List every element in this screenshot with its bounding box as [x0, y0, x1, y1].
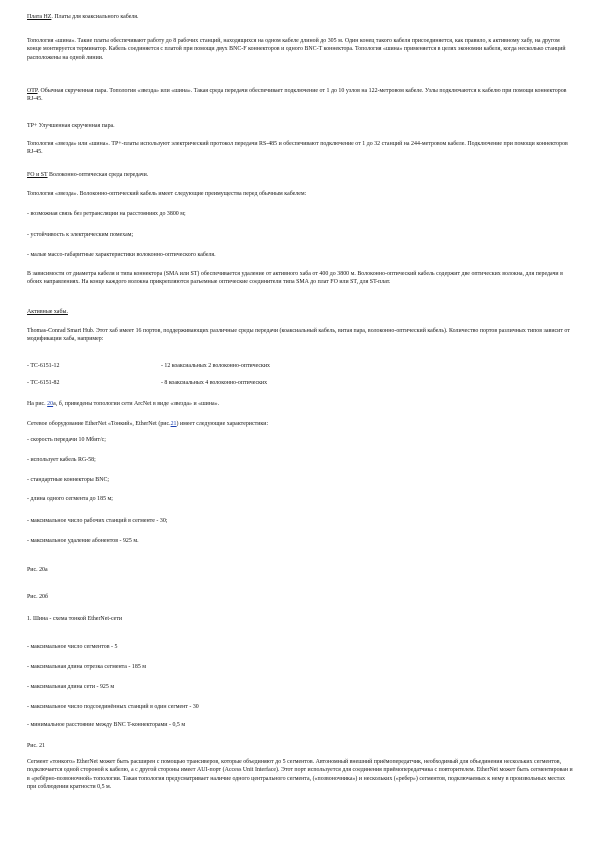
list-item: - стандартные коннекторы BNC;	[27, 477, 110, 483]
paragraph-fiber-distance: В зависимости от диаметра кабеля и типа коннектора (SMA или ST) обеспечивается удаление от активного хаба от 400 до 3800 м. Волоконно-оптический кабель содержит две оптических волокна, для передачи в обоих направлениях. На конце каждого волокна прикрепляются разъемные оптические соединители типа SMA до плат FO или ST, для ST-плат.	[27, 271, 563, 286]
list-item: - максимальное удаление абонентов - 925 м.	[27, 538, 139, 544]
ethernet-text-rest: ) имеет следующие характеристики:	[176, 421, 269, 427]
figure-caption: Рис. 20а	[27, 567, 48, 573]
paragraph-figure-ref	[27, 400, 573, 408]
paragraph-bus-scheme: 1. Шина - схема тонкой EtherNet-сети	[27, 616, 123, 622]
fo-st-text: Волоконно-оптическая среда передачи.	[47, 172, 149, 178]
model-name: - TC-6151-12	[27, 363, 60, 369]
figure-ref-text-rest: а, б, приведены топологии сети ArcNet в виде «звезда» и «шина».	[53, 401, 220, 407]
paragraph-fo-st-heading	[27, 171, 573, 179]
figure-caption: Рис. 20б	[27, 594, 49, 600]
model-name: - TC-6151-82	[27, 380, 60, 386]
otp-term: OTP	[27, 88, 38, 94]
list-item: - максимальное число подсоединённых станций в один сегмент - 30	[27, 704, 199, 710]
paragraph-segment-extension: Сегмент «тонкого» EtherNet может быть расширен с помощью трансиверов, которые объединяют до 5 сегментов. Автономный внешний приёмопередатчик, необходимый для объединения нескольких сегментов, подключается одной стороной к кабелю, а с другой стороны имеет AUI-порт (Access Unit Interface). Этот порт используется для соединения приёмопередатчика с повторителем. EtherNet может быть сегментирован и в «ребёрно-позвоночной» топологии. Такая топология предусматривает наличие одного центрального сегмента, («позвоночника») и нескольких («ребер») сегментов, подключаемых к нему в произвольных местах при соблюдении кратности 0,5 м.	[27, 759, 573, 791]
model-description: - 8 коаксиальных 4 волоконно-оптических	[161, 380, 268, 386]
list-item: - использует кабель RG-58;	[27, 457, 96, 463]
paragraph-hz-heading	[27, 13, 573, 21]
list-item: - устойчивость к электрическим помехам;	[27, 232, 134, 238]
list-item: - максимальная длина сети - 925 м	[27, 684, 115, 690]
list-item: - максимальная длина отрезка сегмента - 185 м	[27, 664, 147, 670]
list-item: - возможная связь без ретрансляции на расстояниях до 3800 м;	[27, 211, 186, 217]
figure-20-link[interactable]: 20	[47, 401, 54, 407]
paragraph-smart-hub: Thomas-Conrad Smart Hub. Этот хаб имеет 16 портов, поддерживающих различные среды передачи (коаксиальный кабель, витая пара, волоконно-оптический кабель). Количество портов различных типов зависит от модификации хаба, например:	[27, 328, 570, 343]
list-item: - максимальное число сегментов - 5	[27, 644, 118, 650]
paragraph-otp	[27, 87, 573, 104]
list-item: - длина одного сегмента до 185 м;	[27, 496, 113, 502]
hz-term: Плата HZ	[27, 14, 52, 20]
paragraph-tp-plus-heading: TP+ Улучшенная скрученная пара.	[27, 123, 115, 129]
list-item: - малые массо-габаритные характеристики волоконно-оптического кабеля.	[27, 252, 216, 258]
list-item: - минимальное расстояние между BNC T-коннекторами - 0,5 м	[27, 722, 186, 728]
figure-ref-text: На рис.	[27, 401, 48, 407]
model-description: - 12 коаксиальных 2 волоконно-оптических	[161, 363, 270, 369]
ethernet-text: Сетевое оборудование EtherNet «Тонкий», EtherNet (рис.	[27, 421, 171, 427]
paragraph-active-hubs-heading: Активные хабы.	[27, 309, 68, 315]
list-item: - скорость передачи 10 Мбит/с;	[27, 437, 106, 443]
paragraph-ethernet-equipment	[27, 420, 573, 428]
otp-text: . Обычная скрученная пара. Топология «звезда» или «шина». Такая среда передачи обеспечивает подключение от 1 до 10 узлов на 122-метровом кабеле. Узлы подключаются к кабелю при помощи коннекторов RJ-45.	[27, 88, 567, 103]
list-item: - максимальное число рабочих станций в сегменте - 30;	[27, 518, 168, 524]
fo-st-term: FO и ST	[27, 172, 48, 178]
figure-caption: Рис. 21	[27, 743, 46, 749]
paragraph-bus-topology: Топология «шина». Такие платы обеспечивают работу до 8 рабочих станций, находящихся на одном кабеле длиной до 305 м. Один конец такого кабеля присоединяется, как правило, к активному хабу, на другом конце монтируется терминатор. Кабель соединяется с платой при помощи двух BNC-F коннекторов и одного BNC-T коннектора. Топология «шина» применяется в целях экономии кабеля, когда несколько станций расположены на одной линии.	[27, 38, 566, 61]
paragraph-fiber-advantages: Топология «звезда». Волоконно-оптический кабель имеет следующие преимущества перед обычным кабелем:	[27, 191, 307, 197]
figure-21-link[interactable]: 21	[170, 421, 177, 427]
paragraph-tp-plus: Топология «звезда» или «шина». TP+-платы используют электрический протокол передачи RS-485 и обеспечивают подключение от 1 до 32 станций на 244-метровом кабеле. Подключение при помощи коннекторов RJ-45.	[27, 141, 568, 156]
hz-title-text: . Платы для коаксиального кабеля.	[51, 14, 139, 20]
